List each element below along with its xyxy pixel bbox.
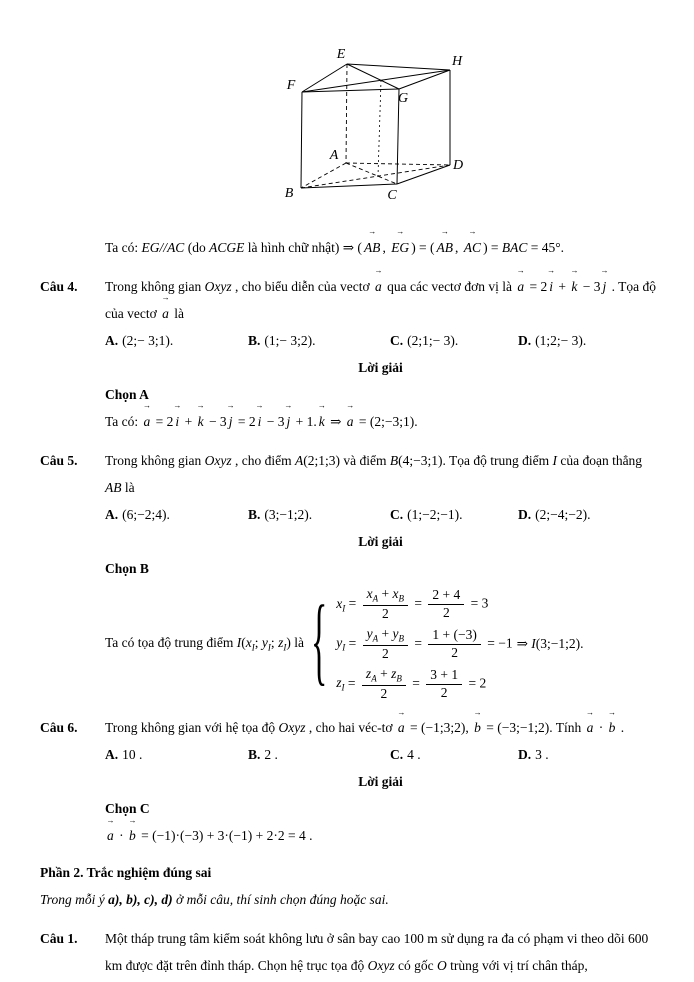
part2-question-1 xyxy=(40,925,656,979)
option-b-letter: B. xyxy=(248,747,261,763)
option-b xyxy=(248,327,390,354)
option-b-value: (3;−1;2). xyxy=(264,507,313,522)
option-d xyxy=(518,501,656,528)
cube-edges-hidden xyxy=(301,64,450,188)
part2-question-1-label: Câu 1. xyxy=(40,931,78,947)
option-d-value: (2;−4;−2). xyxy=(535,507,591,522)
question-6-solution: a → · b → = (−1)·(−3) + 3·(−1) + 2·2 = 4 . xyxy=(105,822,656,849)
part2-question-1-body: Một tháp trung tâm kiểm soát không lưu ở sân bay cao 100 m sử dụng ra đa có phạm vi theo dõi 600 km được đặt trên đỉnh tháp. Chọn hệ trục tọa độ Oxyz có gốc O trùng với vị trí chân tháp, xyxy=(105,931,649,974)
option-a xyxy=(105,327,248,354)
solution-result: ⇒ I(3;−1;2). xyxy=(516,636,584,652)
option-b-value: 2 . xyxy=(264,747,278,763)
question-5-options xyxy=(105,501,656,528)
option-a-value: 10 . xyxy=(122,747,143,763)
option-b-letter: B. xyxy=(248,333,261,348)
option-d-value: 3 . xyxy=(535,747,549,763)
option-d-letter: D. xyxy=(518,507,532,522)
part2-instruction: Trong mỗi ý a), b), c), d) ở mỗi câu, thí sinh chọn đúng hoặc sai. xyxy=(40,892,389,908)
option-d-letter: D. xyxy=(518,747,532,763)
equation-system xyxy=(336,586,512,702)
option-c-letter: C. xyxy=(390,333,404,348)
option-c xyxy=(390,501,518,528)
previous-solution-line: Ta có: EG//AC (do ACGE là hình chữ nhật) ⇒ ( AB → , EG → ) = ( AB → , AC → ) = BAC = 45°. xyxy=(105,234,656,261)
option-a-value: (2;− 3;1). xyxy=(122,333,174,348)
option-d xyxy=(518,741,656,768)
option-c xyxy=(390,741,518,768)
question-6-label: Câu 6. xyxy=(40,720,78,736)
option-c-value: 4 . xyxy=(407,747,421,763)
vertex-label-g: G xyxy=(397,91,409,106)
option-a xyxy=(105,741,248,768)
option-d-value: (1;2;− 3). xyxy=(535,333,587,348)
previous-solution-line-wrap xyxy=(40,234,656,261)
part2-heading: Phần 2. Trắc nghiệm đúng sai xyxy=(40,865,212,881)
cube-edges-solid xyxy=(301,64,450,188)
solution-heading: Lời giải xyxy=(358,534,403,549)
chosen-answer: Chọn C xyxy=(105,801,150,817)
question-6-body: Trong không gian với hệ tọa độ Oxyz , cho hai véc-tơ a → = (−1;3;2), b → = (−3;−1;2). Tính a → · b → . xyxy=(105,714,656,741)
question-6-options xyxy=(105,741,656,768)
question-5-body: Trong không gian Oxyz , cho điểm A(2;1;3) và điểm B(4;−3;1). Tọa độ trung điểm I của đoạn thẳng AB là xyxy=(105,453,643,495)
question-4-label: Câu 4. xyxy=(40,279,78,294)
question-4-solution: Ta có: a → = 2 i → + k → − 3 j → = 2 i → − 3 j → + 1. k → ⇒ a → = (2;−3;1). xyxy=(105,408,656,435)
question-5-label: Câu 5. xyxy=(40,453,78,468)
option-c-value: (2;1;− 3). xyxy=(407,333,459,348)
option-a-letter: A. xyxy=(105,507,119,522)
option-a-letter: A. xyxy=(105,333,119,348)
cube-figure-svg xyxy=(246,38,486,228)
equation-z: $z_I$ = $\frac{z_A + z_B}{2}$ = $\frac{3 + 1}{2}$ = 2 xyxy=(336,665,487,701)
question-5 xyxy=(40,447,656,702)
solution-lead-text: Ta có tọa độ trung điểm $I(x_I$; $y_I$; $z_I$) là xyxy=(105,635,304,654)
option-d xyxy=(518,327,656,354)
equation-y: $y_I$ = $\frac{y_A + y_B}{2}$ = $\frac{1 + (-3)}{2}$ = −1 xyxy=(336,625,513,661)
system-brace: { xyxy=(310,589,328,697)
chosen-answer: Chọn B xyxy=(105,561,149,576)
vertex-label-d: D xyxy=(452,158,464,173)
option-c xyxy=(390,327,518,354)
option-b xyxy=(248,501,390,528)
option-a-value: (6;−2;4). xyxy=(122,507,170,522)
vertex-label-h: H xyxy=(451,54,463,69)
option-c-letter: C. xyxy=(390,747,404,763)
vertex-label-f: F xyxy=(286,78,296,93)
option-a-letter: A. xyxy=(105,747,119,763)
option-c-letter: C. xyxy=(390,507,404,522)
solution-heading: Lời giải xyxy=(358,360,403,375)
question-4-body: Trong không gian Oxyz , cho biểu diễn của vectơ a → qua các vectơ đơn vị là a → = 2 i → + k → − 3 j → . Tọa độ của vectơ a → là xyxy=(105,273,656,327)
option-b xyxy=(248,741,390,768)
vertex-label-e: E xyxy=(336,47,346,62)
vertex-label-c: C xyxy=(387,188,397,203)
chosen-answer: Chọn A xyxy=(105,387,149,402)
cube-center-axis xyxy=(378,80,381,176)
cube-figure xyxy=(246,38,486,228)
question-4 xyxy=(40,273,656,435)
question-4-options xyxy=(105,327,656,354)
question-6 xyxy=(40,714,656,849)
equation-x: $x_I$ = $\frac{x_A + x_B}{2}$ = $\frac{2 + 4}{2}$ = 3 xyxy=(336,586,489,621)
option-b-value: (1;− 3;2). xyxy=(264,333,316,348)
option-c-value: (1;−2;−1). xyxy=(407,507,463,522)
vertex-label-a: A xyxy=(329,148,339,163)
vertex-label-b: B xyxy=(284,186,294,201)
option-b-letter: B. xyxy=(248,507,261,522)
option-d-letter: D. xyxy=(518,333,532,348)
option-a xyxy=(105,501,248,528)
solution-heading: Lời giải xyxy=(358,774,403,790)
question-5-solution xyxy=(105,586,656,702)
